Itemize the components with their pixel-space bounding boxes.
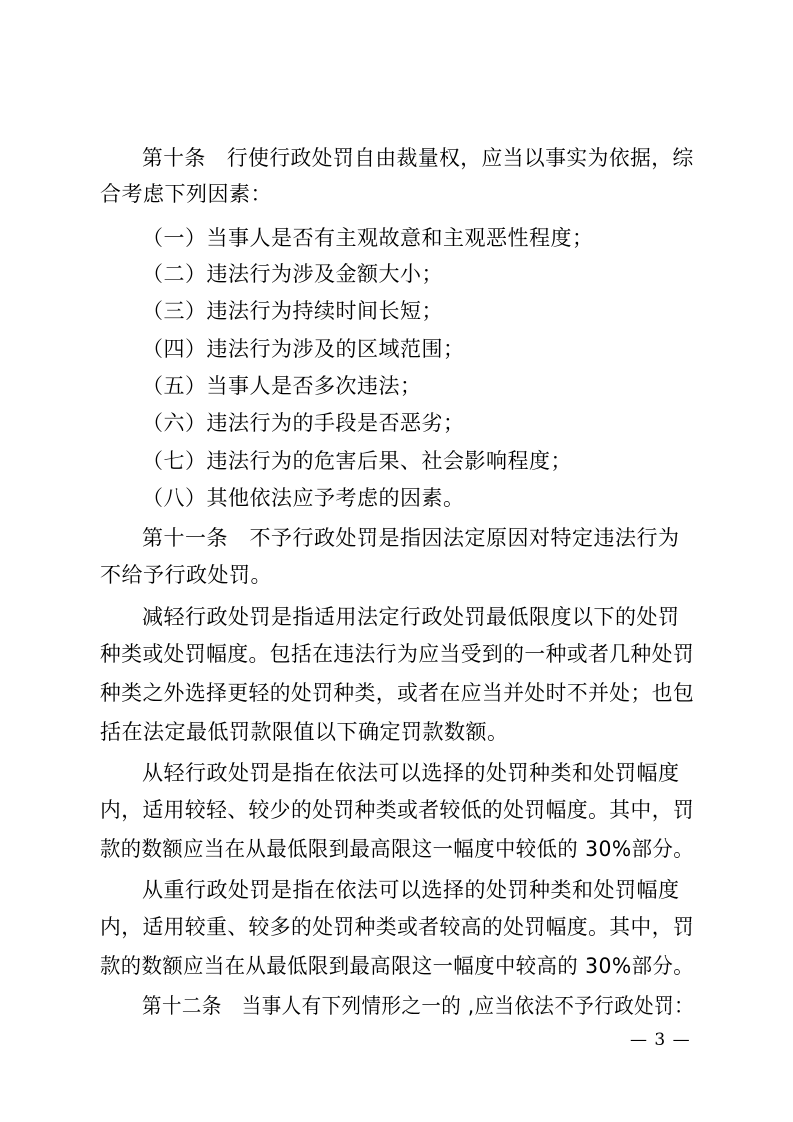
text-line: 内，适用较重、较多的处罚种类或者较高的处罚幅度。其中，罚 [100, 915, 695, 939]
text-line: 款的数额应当在从最低限到最高限这一幅度中较低的 30%部分。 [100, 837, 695, 861]
text-line: 不给予行政处罚。 [100, 563, 272, 587]
text-line: 款的数额应当在从最低限到最高限这一幅度中较高的 30%部分。 [100, 954, 695, 978]
paragraph-reduced-penalty: 减轻行政处罚是指适用法定行政处罚最低限度以下的处罚 [142, 605, 680, 629]
list-item-7: （七）违法行为的危害后果、社会影响程度； [142, 449, 572, 473]
list-item-4: （四）违法行为涉及的区域范围； [142, 337, 465, 361]
article-10-heading: 第十条 行使行政处罚自由裁量权，应当以事实为依据，综 [142, 146, 694, 170]
article-12-heading: 第十二条 当事人有下列情形之一的 ,应当依法不予行政处罚： [142, 994, 695, 1018]
text-line: 种类之外选择更轻的处罚种类，或者在应当并处时不并处；也包 [100, 681, 695, 705]
text-line: 合考虑下列因素： [100, 182, 272, 206]
list-item-1: （一）当事人是否有主观故意和主观恶性程度； [142, 226, 594, 250]
list-item-2: （二）违法行为涉及金额大小； [142, 262, 443, 286]
paragraph-heavier-penalty: 从重行政处罚是指在依法可以选择的处罚种类和处罚幅度 [142, 878, 680, 902]
list-item-6: （六）违法行为的手段是否恶劣； [142, 411, 465, 435]
page-number: — 3 — [630, 1030, 691, 1050]
list-item-8: （八）其他依法应予考虑的因素。 [142, 486, 465, 510]
text-line: 括在法定最低罚款限值以下确定罚款数额。 [100, 720, 509, 744]
text-line: 种类或处罚幅度。包括在违法行为应当受到的一种或者几种处罚 [100, 642, 695, 666]
list-item-5: （五）当事人是否多次违法； [142, 374, 422, 398]
text-line: 内，适用较轻、较少的处罚种类或者较低的处罚幅度。其中，罚 [100, 798, 695, 822]
paragraph-lighter-penalty: 从轻行政处罚是指在依法可以选择的处罚种类和处罚幅度 [142, 761, 680, 785]
article-11-heading: 第十一条 不予行政处罚是指因法定原因对特定违法行为 [142, 526, 680, 550]
list-item-3: （三）违法行为持续时间长短； [142, 299, 443, 323]
